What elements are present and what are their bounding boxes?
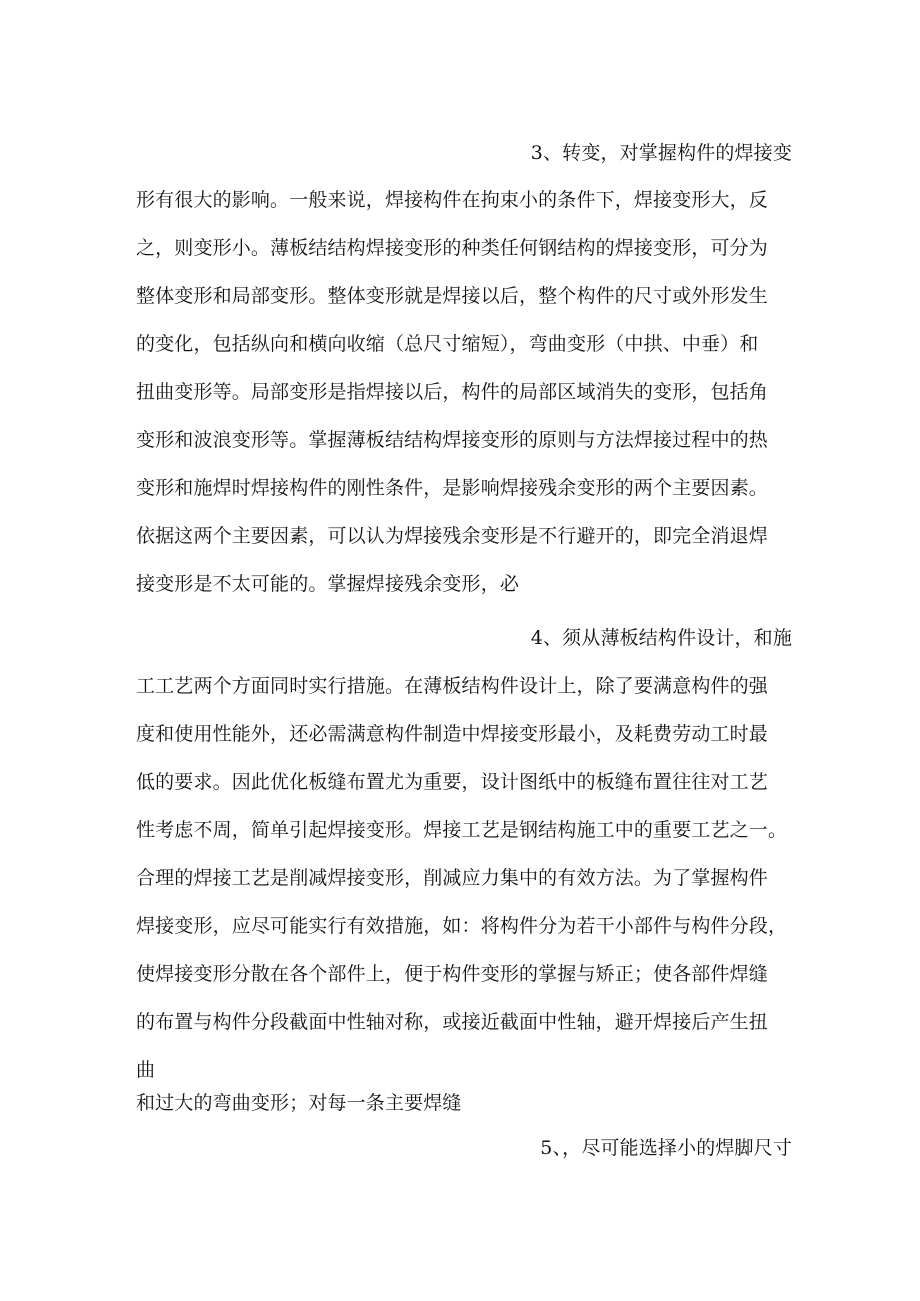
section-4-line: 焊接变形，应尽可能实行有效措施，如：将构件分为若干小部件与构件分段， <box>136 915 788 937</box>
section-4-line: 工工艺两个方面同时实行措施。在薄板结构件设计上，除了要满意构件的强 <box>136 675 768 697</box>
section-4-line: 使焊接变形分散在各个部件上，便于构件变形的掌握与矫正；使各部件焊缝 <box>136 963 768 985</box>
section-4-line: 和过大的弯曲变形；对每一条主要焊缝 <box>136 1092 462 1114</box>
section-4-line: 的布置与构件分段截面中性轴对称，或接近截面中性轴，避开焊接后产生扭 <box>136 1011 768 1033</box>
section-3-line: 变形和波浪变形等。掌握薄板结结构焊接变形的原则与方法焊接过程中的热 <box>136 429 768 451</box>
section-3-line: 形有很大的影响。一般来说，焊接构件在拘束小的条件下，焊接变形大，反 <box>136 189 768 211</box>
section-3-line: 变形和施焊时焊接构件的刚性条件，是影响焊接残余变形的两个主要因素。 <box>136 477 768 499</box>
section-3-line: 之，则变形小。薄板结结构焊接变形的种类任何钢结构的焊接变形，可分为 <box>136 237 768 259</box>
section-5-heading: 5、，尽可能选择小的焊脚尺寸 <box>540 1137 792 1159</box>
section-4-line: 合理的焊接工艺是削减焊接变形，削减应力集中的有效方法。为了掌握构件 <box>136 867 768 889</box>
section-4-line: 度和使用性能外，还必需满意构件制造中焊接变形最小，及耗费劳动工时最 <box>136 723 768 745</box>
section-3-heading: 3、转变，对掌握构件的焊接变 <box>530 142 792 164</box>
section-4-heading: 4、须从薄板结构件设计，和施 <box>530 627 792 649</box>
section-4-line: 低的要求。因此优化板缝布置尤为重要，设计图纸中的板缝布置往往对工艺 <box>136 771 768 793</box>
section-3-line: 的变化，包括纵向和横向收缩（总尺寸缩短），弯曲变形（中拱、中垂）和 <box>136 333 759 355</box>
section-3-line: 依据这两个主要因素，可以认为焊接残余变形是不行避开的，即完全消退焊 <box>136 525 768 547</box>
section-3-line: 扭曲变形等。局部变形是指焊接以后，构件的局部区域消失的变形，包括角 <box>136 381 768 403</box>
section-3-line: 整体变形和局部变形。整体变形就是焊接以后，整个构件的尺寸或外形发生 <box>136 285 768 307</box>
section-4-line: 性考虑不周，简单引起焊接变形。焊接工艺是钢结构施工中的重要工艺之一。 <box>136 819 788 841</box>
section-3-line: 接变形是不太可能的。掌握焊接残余变形，必 <box>136 573 520 595</box>
section-4-line: 曲 <box>136 1059 156 1081</box>
